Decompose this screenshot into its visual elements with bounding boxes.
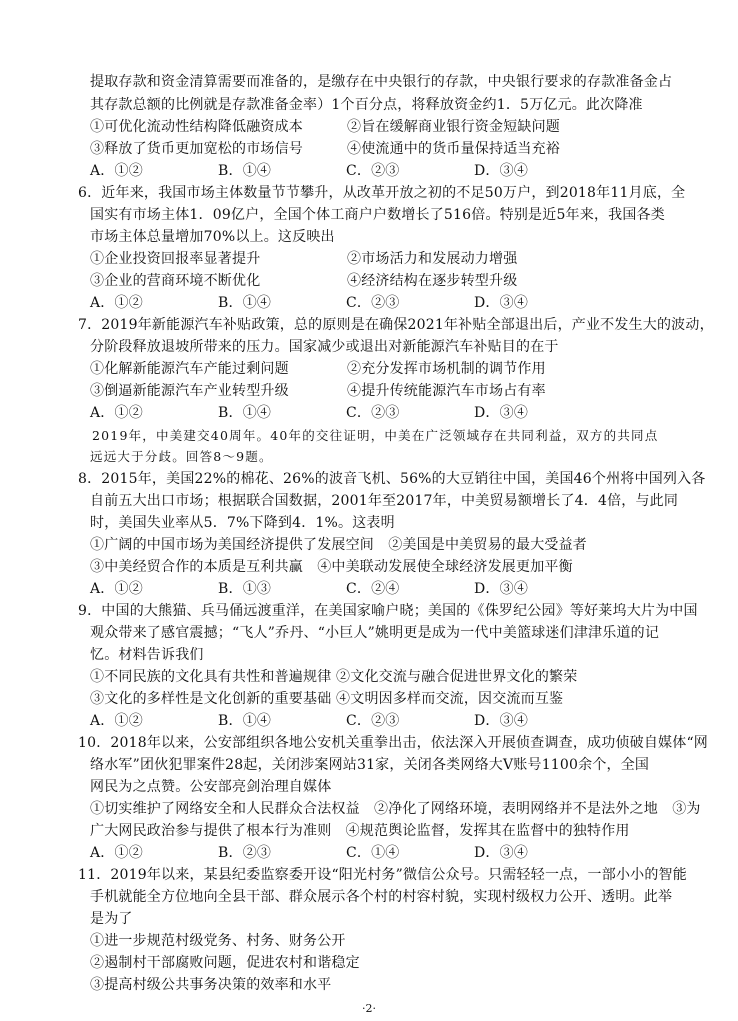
option-text: ②充分发挥市场机制的调节作用 xyxy=(347,361,546,377)
answer-choices xyxy=(90,843,602,863)
option-row: ①不同民族的文化具有共性和普遍规律 ②文化交流与融合促进世界文化的繁荣 xyxy=(90,669,578,685)
option-row xyxy=(90,117,604,137)
text-line: 市场主体总量增加70%以上。这反映出 xyxy=(90,229,335,245)
answer-choices xyxy=(90,161,602,181)
option-row: 广大网民政治参与提供了根本行为准则 ④规范舆论监督，发挥其在监督中的独特作用 xyxy=(90,823,630,839)
text-line: 网民为之点赞。公安部亮剑治理自媒体 xyxy=(90,779,332,795)
choice-d: D．③④ xyxy=(474,295,529,311)
choice-c: C．①④ xyxy=(346,845,400,861)
option-text: ④使流通中的货币量保持适当充裕 xyxy=(347,141,560,157)
choice-a: A．①② xyxy=(90,845,143,861)
option-text: ②旨在缓解商业银行资金短缺问题 xyxy=(347,119,560,135)
choice-b: B．①④ xyxy=(218,405,272,421)
choice-d: D．③④ xyxy=(474,405,529,421)
option-row: ③提高村级公共事务决策的效率和水平 xyxy=(90,977,332,993)
option-text: ④提升传统能源汽车市场占有率 xyxy=(347,383,546,399)
choice-a: A．①② xyxy=(90,581,143,597)
question-7-stem: 7．2019年新能源汽车补贴政策，总的原则是在确保2021年补贴全部退出后，产业不发生大的波动， xyxy=(78,317,714,333)
text-line: 其存款总额的比例就是存款准备金率）1个百分点，将释放资金约1．5万亿元。此次降准 xyxy=(90,97,643,113)
question-11-stem: 11．2019年以来，某县纪委监察委开设“阳光村务”微信公众号。只需轻轻一点，一部小小的智能 xyxy=(78,867,687,883)
text-line: 国实有市场主体1．09亿户，全国个体工商户户数增长了516倍。特别是近5年来，我国各类 xyxy=(90,207,665,223)
option-text: ④经济结构在逐步转型升级 xyxy=(347,273,518,289)
choice-c: C．②③ xyxy=(346,405,400,421)
option-row: ①广阔的中国市场为美国经济提供了发展空间 ②美国是中美贸易的最大受益者 xyxy=(90,537,587,553)
choice-a: A．①② xyxy=(90,295,143,311)
option-text: ②市场活力和发展动力增强 xyxy=(347,251,518,267)
page-number: ·2· xyxy=(362,1002,376,1015)
option-text: ①化解新能源汽车产能过剩问题 xyxy=(90,361,289,377)
option-row: ③文化的多样性是文化创新的重要基础 ④文明因多样而交流，因交流而互鉴 xyxy=(90,691,564,707)
option-row xyxy=(90,381,604,401)
option-row xyxy=(90,249,604,269)
choice-c: C．②④ xyxy=(346,581,400,597)
answer-choices xyxy=(90,711,602,731)
answer-choices xyxy=(90,293,602,313)
text-line: 时，美国失业率从5．7%下降到4．1%。这表明 xyxy=(90,515,395,531)
option-row: ①进一步规范村级党务、村务、财务公开 xyxy=(90,933,346,949)
text-line: 提取存款和资金清算需要而准备的，是缴存在中央银行的存款，中央银行要求的存款准备金占 xyxy=(90,74,673,90)
option-row xyxy=(90,271,604,291)
option-text: ③释放了货币更加宽松的市场信号 xyxy=(90,141,303,157)
choice-b: B．①③ xyxy=(218,581,272,597)
text-line: 忆。材料告诉我们 xyxy=(90,647,204,663)
choice-c: C．②③ xyxy=(346,295,400,311)
passage-text: 远远大于分歧。回答8～9题。 xyxy=(90,449,273,464)
choice-b: B．①④ xyxy=(218,163,272,179)
answer-choices xyxy=(90,403,602,423)
option-row: ②遏制村干部腐败问题，促进农村和谐稳定 xyxy=(90,955,360,971)
choice-a: A．①② xyxy=(90,405,143,421)
passage-text: 2019年，中美建交40周年。40年的交往证明，中美在广泛领域存在共同利益，双方的共同点 xyxy=(92,428,659,443)
text-line: 分阶段释放退坡所带来的压力。国家减少或退出对新能源汽车补贴目的在于 xyxy=(90,339,559,355)
question-10-stem: 10．2018年以来，公安部组织各地公安机关重拳出击，依法深入开展侦查调查，成功侦破自媒体“网 xyxy=(78,735,708,751)
question-6-stem: 6．近年来，我国市场主体数量节节攀升，从改革开放之初的不足50万户，到2018年11月底，全 xyxy=(78,185,686,201)
choice-b: B．②③ xyxy=(218,845,272,861)
text-line: 自前五大出口市场；根据联合国数据，2001年至2017年，中美贸易额增长了4．4倍，与此同 xyxy=(90,493,679,509)
option-text: ③倒逼新能源汽车产业转型升级 xyxy=(90,383,289,399)
text-line: 是为了 xyxy=(90,911,133,927)
choice-b: B．①④ xyxy=(218,295,272,311)
question-8-stem: 8．2015年，美国22%的棉花、26%的波音飞机、56%的大豆销往中国，美国46个州将中国列入各 xyxy=(78,471,706,487)
choice-c: C．②③ xyxy=(346,163,400,179)
choice-a: A．①② xyxy=(90,163,143,179)
choice-c: C．②③ xyxy=(346,713,400,729)
text-line: 络水军”团伙犯罪案件28起，关闭涉案网站31家，关闭各类网络大V账号1100余个，全国 xyxy=(90,757,650,773)
text-line: 手机就能全方位地向全县干部、群众展示各个村的村容村貌，实现村级权力公开、透明。此举 xyxy=(90,889,673,905)
question-9-stem: 9．中国的大熊猫、兵马俑远渡重洋，在美国家喻户晓；美国的《侏罗纪公园》等好莱坞大片为中国 xyxy=(78,603,698,619)
option-row xyxy=(90,359,604,379)
choice-d: D．③④ xyxy=(474,713,529,729)
choice-d: D．③④ xyxy=(474,581,529,597)
choice-a: A．①② xyxy=(90,713,143,729)
option-text: ①企业投资回报率显著提升 xyxy=(90,251,261,267)
option-text: ①可优化流动性结构降低融资成本 xyxy=(90,119,303,135)
option-row: ①切实维护了网络安全和人民群众合法权益 ②净化了网络环境，表明网络并不是法外之地 ③为 xyxy=(90,801,701,817)
answer-choices xyxy=(90,579,602,599)
text-line: 观众带来了感官震撼；“飞人”乔丹、“小巨人”姚明更是成为一代中美篮球迷们津津乐道的记 xyxy=(90,625,660,641)
option-text: ③企业的营商环境不断优化 xyxy=(90,273,261,289)
choice-d: D．③④ xyxy=(474,845,529,861)
option-row xyxy=(90,139,604,159)
choice-b: B．①④ xyxy=(218,713,272,729)
choice-d: D．③④ xyxy=(474,163,529,179)
option-row: ③中美经贸合作的本质是互利共赢 ④中美联动发展使全球经济发展更加平衡 xyxy=(90,559,573,575)
